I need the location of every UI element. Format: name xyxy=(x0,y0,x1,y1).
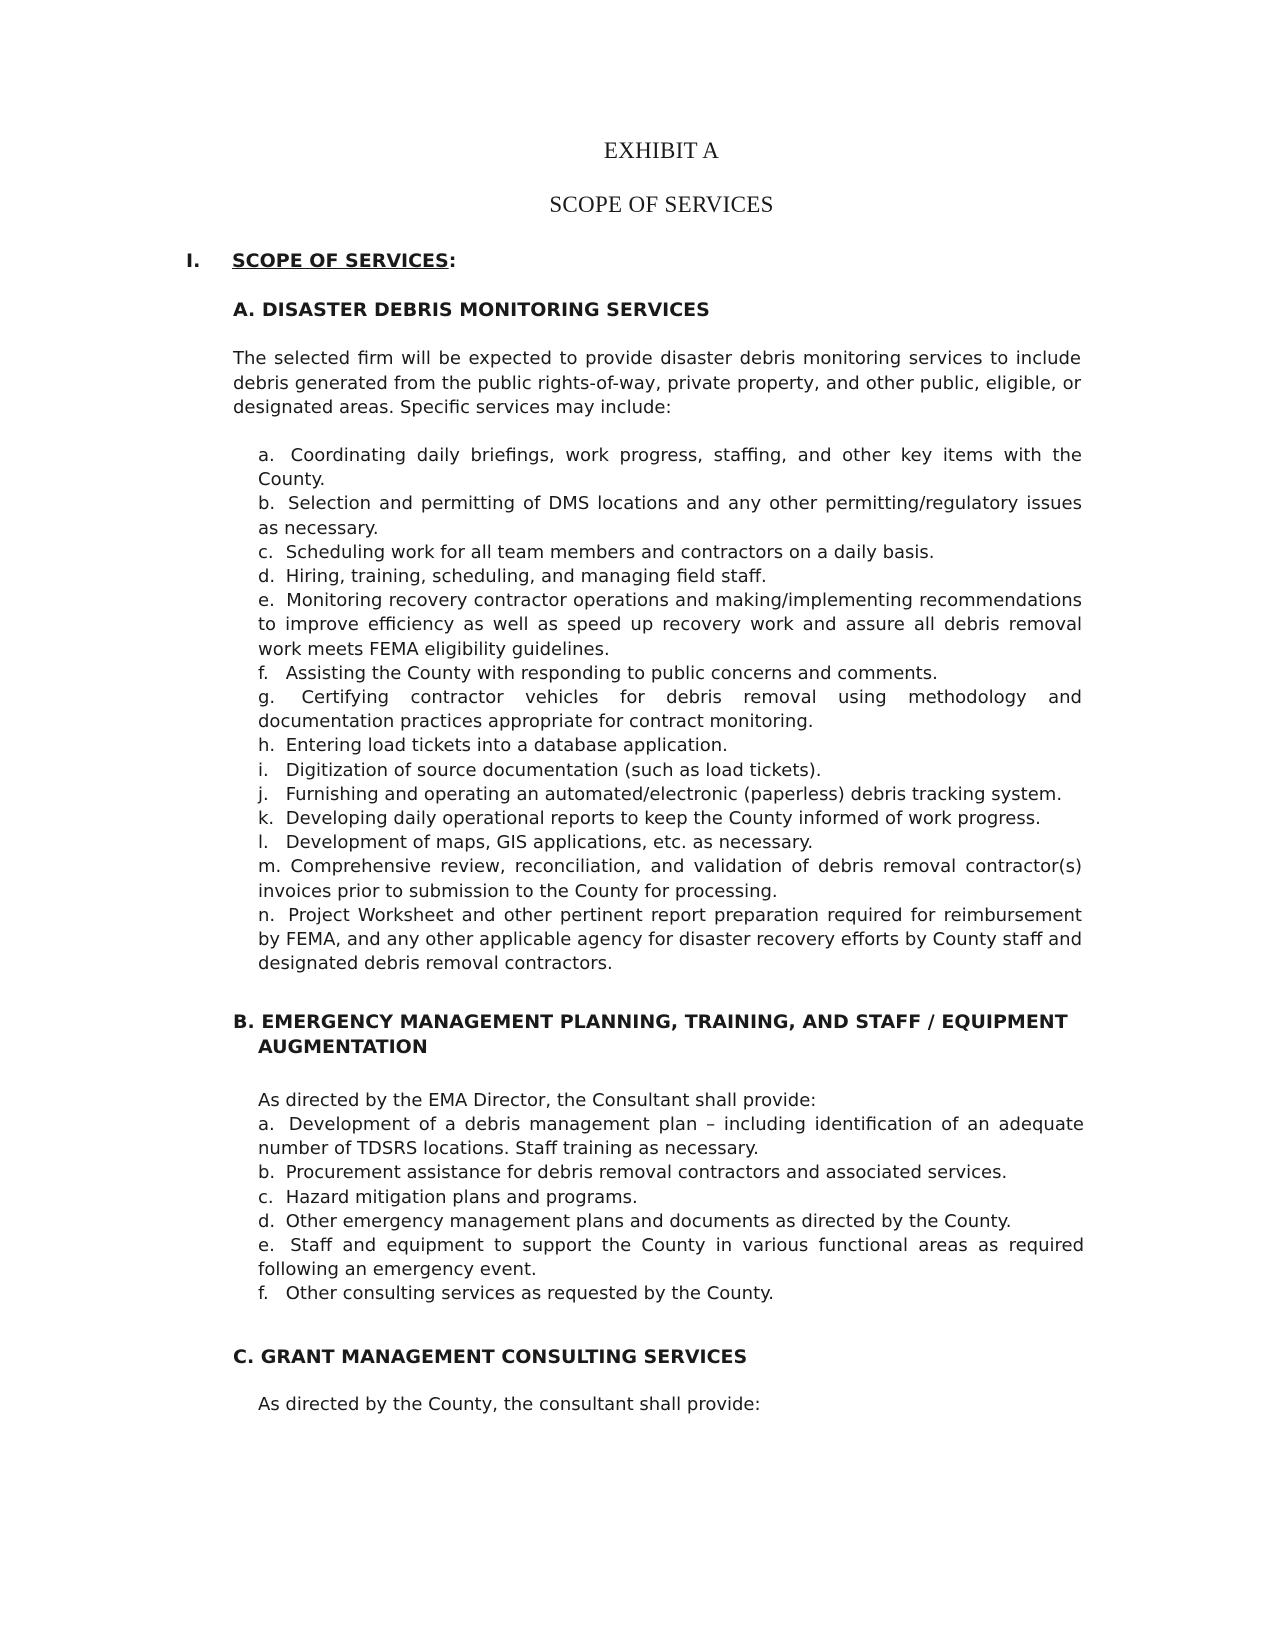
list-item-letter: c. xyxy=(258,1186,274,1208)
list-item xyxy=(258,565,1082,589)
list-item-letter: k. xyxy=(258,808,275,830)
section-suffix: : xyxy=(448,250,457,272)
heading-disaster-debris-monitoring: A. DISASTER DEBRIS MONITORING SERVICES xyxy=(233,299,710,321)
list-item-text: Developing daily operational reports to keep the County informed of work progress. xyxy=(285,808,1041,830)
heading-line-2: AUGMENTATION xyxy=(258,1036,428,1058)
list-item xyxy=(258,686,1082,734)
intro-grant-management: As directed by the County, the consultant shall provide: xyxy=(258,1394,761,1415)
list-item-text: Assisting the County with responding to public concerns and comments. xyxy=(285,662,938,684)
services-list-b xyxy=(258,1113,1084,1307)
list-item xyxy=(258,1282,1084,1306)
list-item-text: Hazard mitigation plans and programs. xyxy=(285,1186,638,1208)
list-item-text: Other consulting services as requested by the County. xyxy=(285,1283,774,1305)
list-item xyxy=(258,831,1082,855)
exhibit-title: EXHIBIT A xyxy=(603,138,720,163)
list-item xyxy=(258,904,1082,977)
list-item-letter: f. xyxy=(258,1283,269,1305)
intro-emergency-management: As directed by the EMA Director, the Consultant shall provide: xyxy=(258,1090,817,1111)
list-item-letter: e. xyxy=(258,1235,275,1257)
list-item-letter: i. xyxy=(258,759,269,781)
list-item xyxy=(258,1210,1084,1234)
list-item-text: Monitoring recovery contractor operations and making/implementing recommendations to improve efficiency as well as speed up recovery work and assure all debris removal work meets FEMA eligibility guidelines. xyxy=(258,590,1082,660)
list-item-text: Development of a debris management plan – including identification of an adequate number of TDSRS locations. Staff training as necessary. xyxy=(258,1114,1084,1160)
list-item-letter: d. xyxy=(258,566,276,588)
list-item-text: Selection and permitting of DMS locations and any other permitting/regulatory issues as necessary. xyxy=(258,493,1082,539)
list-item-letter: n. xyxy=(258,904,276,926)
list-item xyxy=(258,783,1082,807)
list-item xyxy=(258,807,1082,831)
list-item-text: Other emergency management plans and documents as directed by the County. xyxy=(285,1210,1012,1232)
intro-disaster-debris-monitoring: The selected firm will be expected to provide disaster debris monitoring services to include debris generated from the public rights-of-way, private property, and other public, eligible, or designated areas. Specific services may include: xyxy=(233,348,1081,418)
list-item xyxy=(258,1186,1084,1210)
services-list-a xyxy=(258,444,1082,976)
list-item-text: Staff and equipment to support the County in various functional areas as required following an emergency event. xyxy=(258,1235,1084,1281)
list-item xyxy=(258,1234,1084,1282)
list-item-letter: l. xyxy=(258,832,269,854)
list-item-text: Project Worksheet and other pertinent report preparation required for reimbursement by FEMA, and any other applicable agency for disaster recovery efforts by County staff and designated debris removal contractors. xyxy=(258,904,1082,975)
list-item-text: Hiring, training, scheduling, and managing field staff. xyxy=(285,566,767,588)
heading-grant-management: C. GRANT MANAGEMENT CONSULTING SERVICES xyxy=(233,1346,748,1368)
list-item xyxy=(258,734,1082,758)
list-item-letter: j. xyxy=(258,783,269,805)
list-item-letter: m. xyxy=(258,856,282,878)
heading-line-1: B. EMERGENCY MANAGEMENT PLANNING, TRAINING, AND STAFF / EQUIPMENT xyxy=(233,1011,1068,1033)
list-item xyxy=(258,759,1082,783)
list-item xyxy=(258,589,1082,662)
list-item-letter: f. xyxy=(258,662,269,684)
list-item-text: Furnishing and operating an automated/electronic (paperless) debris tracking system. xyxy=(285,783,1063,805)
section-heading xyxy=(186,250,456,272)
list-item xyxy=(258,444,1082,492)
list-item-text: Coordinating daily briefings, work progress, staffing, and other key items with the County. xyxy=(258,445,1082,491)
list-item-text: Certifying contractor vehicles for debris removal using methodology and documentation practices appropriate for contract monitoring. xyxy=(258,687,1082,733)
list-item xyxy=(258,855,1082,903)
list-item xyxy=(258,492,1082,540)
list-item-letter: a. xyxy=(258,445,275,466)
list-item-letter: h. xyxy=(258,735,276,757)
list-item xyxy=(258,541,1082,565)
section-number: I. xyxy=(186,250,201,272)
list-item-letter: b. xyxy=(258,1162,276,1184)
list-item xyxy=(258,662,1082,686)
list-item-letter: e. xyxy=(258,590,275,612)
list-item-letter: d. xyxy=(258,1210,276,1232)
list-item xyxy=(258,1161,1084,1185)
list-item-text: Procurement assistance for debris removal contractors and associated services. xyxy=(285,1162,1008,1184)
list-item-letter: a. xyxy=(258,1114,275,1135)
list-item-text: Entering load tickets into a database application. xyxy=(285,735,728,757)
list-item-letter: c. xyxy=(258,541,274,563)
list-item-text: Development of maps, GIS applications, etc. as necessary. xyxy=(285,832,814,854)
list-item xyxy=(258,1113,1084,1161)
list-item-text: Scheduling work for all team members and contractors on a daily basis. xyxy=(285,541,935,563)
heading-emergency-management xyxy=(233,1010,1083,1060)
section-label: SCOPE OF SERVICES xyxy=(232,250,449,272)
list-item-letter: g. xyxy=(258,687,276,709)
document-title: SCOPE OF SERVICES xyxy=(549,192,774,217)
list-item-text: Digitization of source documentation (such as load tickets). xyxy=(285,759,822,781)
list-item-letter: b. xyxy=(258,493,276,515)
list-item-text: Comprehensive review, reconciliation, and validation of debris removal contractor(s) invoices prior to submission to the County for processing. xyxy=(258,856,1082,902)
